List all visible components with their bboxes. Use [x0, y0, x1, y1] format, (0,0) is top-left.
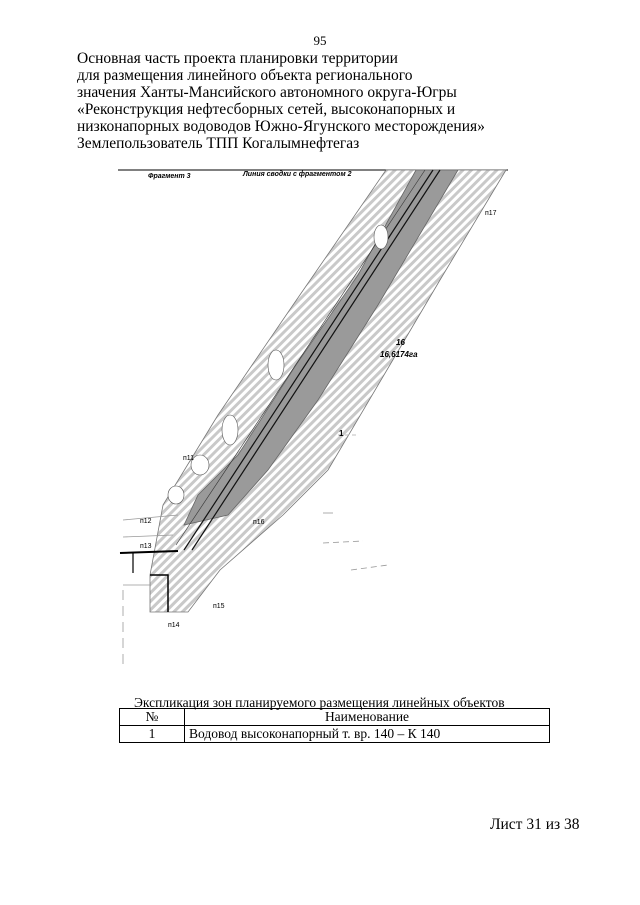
hatched-zone: [150, 170, 506, 612]
boundary-line: [351, 565, 388, 570]
explication-title: Экспликация зон планируемого размещения линейных объектов: [134, 695, 505, 710]
document-header: [77, 50, 577, 152]
table-header-row: [120, 709, 550, 726]
point-label: п11: [183, 455, 195, 462]
sheet-number: Лист 31 из 38: [490, 816, 580, 833]
row-name: Водовод высоконапорный т. вр. 140 – К 140: [185, 726, 550, 743]
pipeline-line: [184, 170, 433, 550]
clearing: [222, 415, 238, 445]
header-line: значения Ханты-Мансийского автономного округа-Югры: [77, 84, 457, 101]
point-label: п13: [140, 543, 152, 550]
header-line: Землепользователь ТПП Когалымнефтегаз: [77, 135, 360, 152]
point-label: п17: [485, 210, 497, 217]
header-line: «Реконструкция нефтесборных сетей, высоконапорных и: [77, 101, 456, 118]
parcel-area: 16,6174га: [380, 350, 418, 359]
header-line: для размещения линейного объекта регионального: [77, 67, 413, 84]
boundary-line: [323, 541, 363, 543]
page-number: 95: [313, 33, 327, 48]
zone-label: 1: [339, 429, 344, 438]
clearing: [268, 350, 284, 380]
parcel-number: 16: [396, 338, 405, 347]
point-label: п15: [213, 603, 225, 610]
fragment-label: Фрагмент 3: [148, 173, 191, 180]
point-label: п12: [140, 518, 152, 525]
pipeline-line: [192, 170, 440, 550]
match-line-label: Линия сводки с фрагментом 2: [243, 171, 352, 178]
explication-table: [119, 708, 550, 743]
header-line: низконапорных водоводов Южно-Ягунского месторождения»: [77, 118, 485, 135]
column-header-number: №: [120, 709, 185, 726]
clearing: [168, 486, 184, 504]
column-header-name: Наименование: [185, 709, 550, 726]
clearing: [374, 225, 388, 249]
header-line: Основная часть проекта планировки территории: [77, 50, 398, 67]
table-row: [120, 726, 550, 743]
planning-map: [118, 165, 518, 675]
row-number: 1: [120, 726, 185, 743]
point-label: п16: [253, 519, 265, 526]
point-label: п14: [168, 622, 180, 629]
